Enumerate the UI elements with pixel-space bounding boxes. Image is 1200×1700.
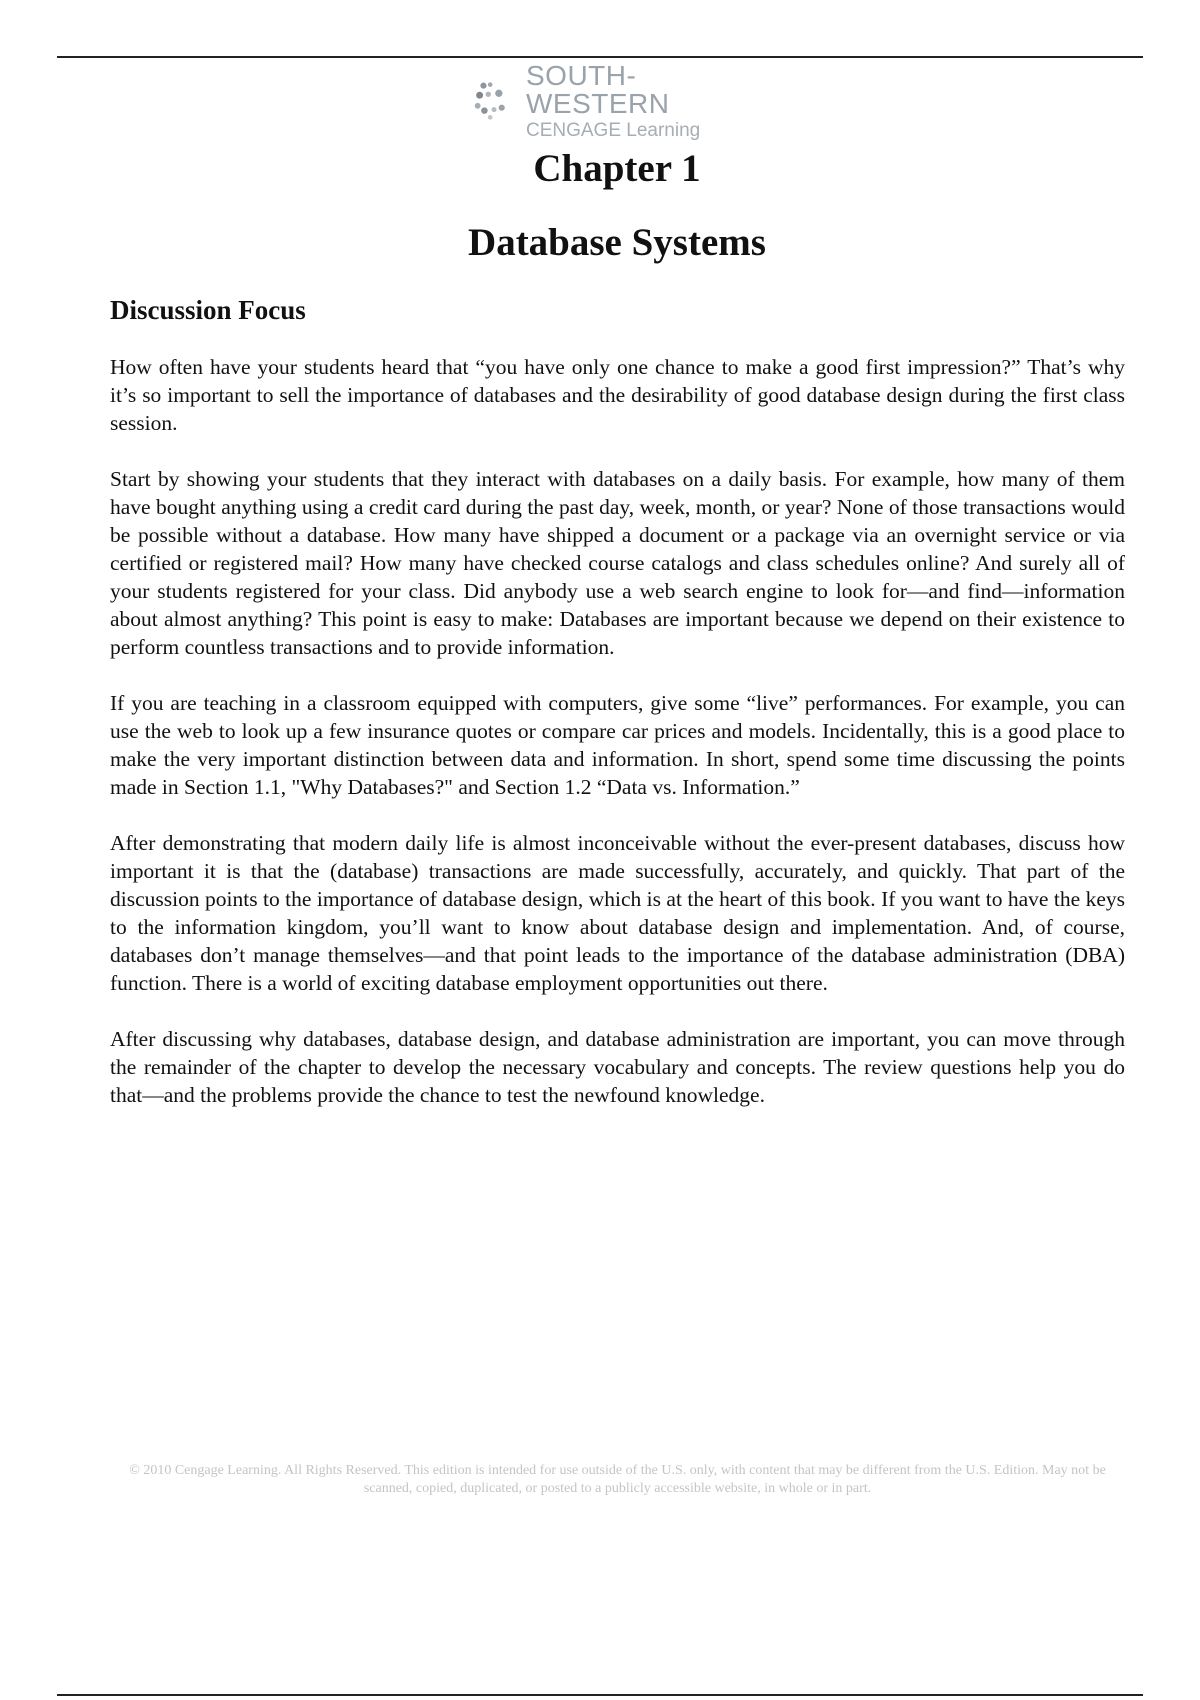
copyright-notice: © 2010 Cengage Learning. All Rights Reserved. This edition is intended for use outside of the U.S. only, with content that may be different from the U.S. Edition. May not be scanned, copied, duplicated, or posted to a publicly accessible website, in whole or in part.	[129, 1463, 1106, 1496]
paragraph: Start by showing your students that they interact with databases on a daily basis. For example, how many of them have bought anything using a credit card during the past day, week, month, or year? None of those transactions would be possible without a database. How many have shipped a document or a package via an overnight service or via certified or registered mail? How many have checked course catalogs and class schedules online? And surely all of your students registered for your class. Did anybody use a web search engine to look for—and find—information about almost anything? This point is easy to make: Databases are important because we depend on their existence to perform countless transactions and to provide information.	[110, 467, 1125, 659]
chapter-number: Chapter 1	[533, 147, 701, 190]
top-rule	[57, 56, 1143, 58]
discussion-body	[110, 353, 1125, 1137]
logo-name: SOUTH-WESTERN	[525, 60, 670, 119]
section-heading: Discussion Focus	[110, 295, 306, 325]
bottom-rule	[57, 1694, 1143, 1696]
paragraph: After demonstrating that modern daily life is almost inconceivable without the ever-present databases, discuss how important it is that the (database) transactions are made successfully, accurately, and quickly. That part of the discussion points to the importance of database design, which is at the heart of this book. If you want to have the keys to the information kingdom, you’ll want to know about database design and implementation. And, of course, databases don’t manage themselves—and that point leads to the importance of the database administration (DBA) function. There is a world of exciting database employment opportunities out there.	[110, 831, 1125, 995]
paragraph: If you are teaching in a classroom equipped with computers, give some “live” performances. For example, you can use the web to look up a few insurance quotes or compare car prices and models. Incidentally, this is a good place to make the very important distinction between data and information. In short, spend some time discussing the points made in Section 1.1, "Why Databases?" and Section 1.2 “Data vs. Information.”	[110, 691, 1125, 799]
chapter-title: Database Systems	[468, 221, 766, 264]
logo-text	[526, 62, 770, 140]
paragraph: How often have your students heard that “you have only one chance to make a good first impression?” That’s why it’s so important to sell the importance of databases and the desirability of good database design during the first class session.	[110, 355, 1125, 435]
cengage-logo-icon	[470, 75, 520, 127]
publisher-logo	[470, 60, 770, 141]
paragraph: After discussing why databases, database design, and database administration are important, you can move through the remainder of the chapter to develop the necessary vocabulary and concepts. The review questions help you do that—and the problems provide the chance to test the newfound knowledge.	[110, 1027, 1125, 1107]
logo-tagline: CENGAGE Learning	[525, 120, 701, 141]
